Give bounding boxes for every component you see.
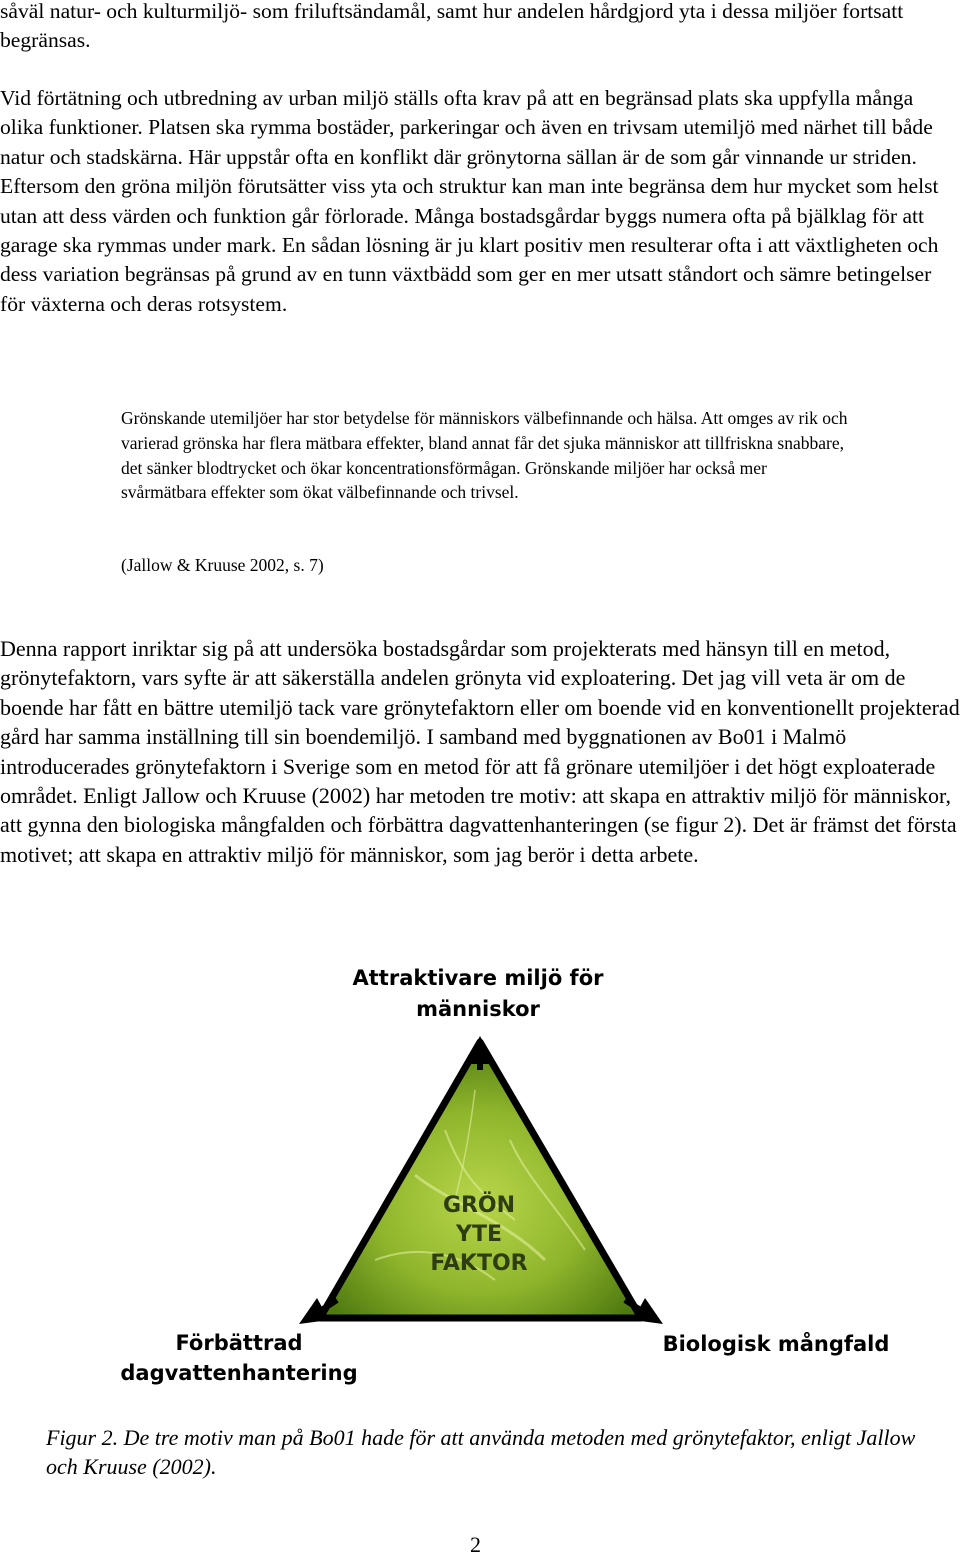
leaf-triangle xyxy=(320,1042,641,1318)
block-quote: Grönskande utemiljöer har stor betydelse för människors välbefinnande och hälsa. Att omges av rik och varierad grönska har flera mätbara effekter, bland annat får det sjuka människor att tillfriskna snabbare, det sänker blodtrycket och ökar koncentrationsförmågan. Grönskande miljöer har också mer svårmätbara effekter som ökat välbefinnande och trivsel. xyxy=(121,408,848,503)
quote-citation: (Jallow & Kruuse 2002, s. 7) xyxy=(121,555,324,575)
report-scope-paragraph: Denna rapport inriktar sig på att undersöka bostadsgårdar som projekterats med hänsyn till en metod, grönytefaktorn, vars syfte är att säkerställa andelen grönyta vid exploatering. Det jag vill veta är om de boende har fått en bättre utemiljö tack vare grönytefaktorn eller om boende vid en konventionellt projekterad gård har samma inställning till sin boendemiljö. I samband med byggnationen av Bo01 i Malmö introducerades grönytefaktorn i Sverige som en metod för att få grönare utemiljöer i det högt exploaterade området. Enligt Jallow och Kruuse (2002) har metoden tre motiv: att skapa en attraktiv miljö för människor, att gynna den biologiska mångfalden och förbättra dagvattenhanteringen (se figur 2). Det är främst det första motivet; att skapa en attraktiv miljö för människor, som jag berör i detta arbete. xyxy=(0,636,960,867)
top-label-line1: Attraktivare miljö för xyxy=(352,966,604,990)
center-label-line2: YTE xyxy=(456,1222,502,1247)
urban-densification-paragraph: Vid förtätning och utbredning av urban miljö ställs ofta krav på att en begränsad plats ska uppfylla många olika funktioner. Platsen ska rymma bostäder, parkeringar och även en trivsam utemiljö med närhet till både natur och stadskärna. Här uppstår ofta en konflikt där grönytorna sällan är de som går vinnande ur striden. Eftersom den gröna miljön förutsätter viss yta och struktur kan man inte begränsa dem hur mycket som helst utan att dess värden och funktion går förlorade. Många bostadsgårdar byggs numera ofta på bjälklag för att garage ska rymmas under mark. En sådan lösning är ju klart positiv men resulterar ofta i att växtligheten och dess variation begränsas på grund av en tunn växtbädd som ger en mer utsatt ståndort och sämre betingelser för växterna och deras rotsystem. xyxy=(0,86,939,316)
arrow-top-head xyxy=(465,1036,495,1064)
figure-caption: Figur 2. De tre motiv man på Bo01 hade för att använda metoden med grönytefaktor, enligt Jallow och Kruuse (2002). xyxy=(46,1425,916,1480)
center-label-line3: FAKTOR xyxy=(430,1251,528,1276)
top-label-line2: människor xyxy=(416,997,540,1021)
page-number: 2 xyxy=(470,1532,481,1557)
left-label-line1: Förbättrad xyxy=(175,1331,303,1355)
intro-paragraph: såväl natur- och kulturmiljö- som friluftsändamål, samt hur andelen hårdgjord yta i dessa miljöer fortsatt begränsas. xyxy=(0,0,904,53)
motive-triangle-diagram xyxy=(115,960,905,1400)
center-label-line1: GRÖN xyxy=(442,1193,516,1218)
left-label-line2: dagvattenhantering xyxy=(120,1361,358,1385)
right-label: Biologisk mångfald xyxy=(662,1332,890,1356)
green-area-factor-figure xyxy=(115,960,905,1400)
